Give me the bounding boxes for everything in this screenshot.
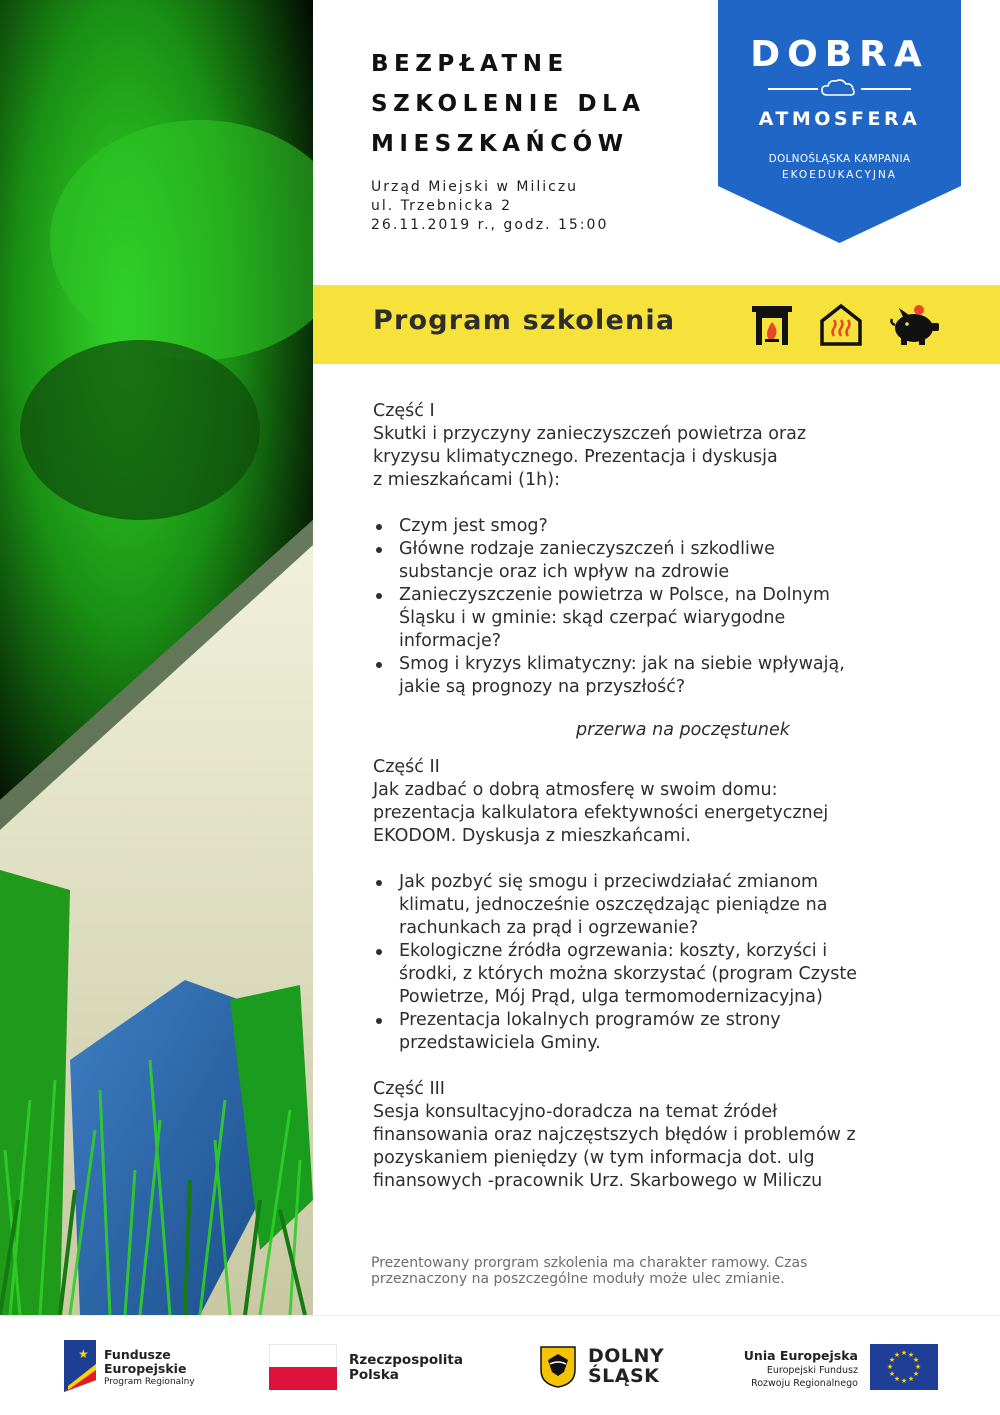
- footer-logos: [0, 1315, 1000, 1415]
- decorative-photo: [0, 0, 313, 1315]
- part-label: Część II: [373, 757, 440, 777]
- part-heading-line: Sesja konsultacyjno-doradcza na temat źródeł: [373, 1102, 778, 1122]
- list-item-line: Śląsku i w gminie: skąd czerpać wiarygodne: [399, 608, 786, 628]
- house-heat-icon: [819, 303, 863, 347]
- rp-line-2: Polska: [349, 1367, 399, 1383]
- badge-caption-2: EKOEDUKACYJNA: [781, 169, 897, 181]
- ue-line-1: Unia Europejska: [743, 1348, 858, 1363]
- svg-text:★: ★: [78, 1347, 89, 1361]
- svg-text:★: ★: [886, 1363, 894, 1371]
- badge-subtitle: ATMOSFERA: [758, 108, 921, 130]
- list-item-line: Prezentacja lokalnych programów ze strony: [399, 1010, 781, 1030]
- footnote: [371, 1255, 807, 1287]
- svg-text:★: ★: [888, 1356, 896, 1364]
- rp-line-1: Rzeczpospolita: [349, 1352, 463, 1368]
- part-heading: [373, 779, 953, 848]
- part-2: [373, 756, 953, 1055]
- event-address: [371, 178, 608, 235]
- part-heading: [373, 1101, 953, 1193]
- svg-text:★: ★: [893, 1375, 901, 1383]
- title-line-2: SZKOLENIE DLA: [371, 91, 646, 117]
- list-item-line: Jak pozbyć się smogu i przeciwdziałać zmianom: [399, 872, 819, 892]
- list-item-line: Smog i kryzys klimatyczny: jak na siebie wpływają,: [399, 654, 845, 674]
- list-item: [373, 1009, 953, 1055]
- svg-text:★: ★: [888, 1370, 896, 1378]
- piggy-bank-icon: [889, 303, 945, 347]
- list-item: [373, 940, 953, 1009]
- eu-flag-icon: [870, 1344, 938, 1390]
- topic-list: [373, 515, 953, 699]
- svg-text:★: ★: [907, 1375, 915, 1383]
- svg-text:★: ★: [912, 1370, 920, 1378]
- ds-logo-text: [588, 1346, 664, 1386]
- part-heading-line: Jak zadbać o dobrą atmosferę w swoim domu:: [373, 780, 778, 800]
- part-label: Część I: [373, 401, 435, 421]
- fireplace-icon: [750, 303, 794, 347]
- list-item-line: informacje?: [399, 631, 502, 651]
- list-item: [373, 871, 953, 940]
- dolny-slask-crest-icon: [540, 1346, 576, 1388]
- badge-caption-1: DOLNOŚLĄSKA KAMPANIA: [768, 153, 911, 165]
- part-heading-line: kryzysu klimatycznego. Prezentacja i dyskusja: [373, 447, 778, 467]
- list-item-line: klimatu, jednocześnie oszczędzając pieniądze na: [399, 895, 828, 915]
- title-line-1: BEZPŁATNE: [371, 51, 569, 77]
- fe-logo-icon: [64, 1340, 96, 1392]
- part-heading: [373, 423, 953, 492]
- part-heading-line: finansowania oraz najczęstszych błędów i problemów z: [373, 1125, 856, 1145]
- fe-line-1: Fundusze: [104, 1347, 171, 1362]
- footnote-line: przeznaczony na poszczególne moduły może ulec zmianie.: [371, 1271, 785, 1287]
- list-item-line: Powietrze, Mój Prąd, ulga termomodernizacyjna): [399, 987, 823, 1007]
- rp-logo-text: [349, 1353, 463, 1383]
- list-item-line: jakie są prognozy na przyszłość?: [399, 677, 686, 697]
- list-item: [373, 653, 953, 699]
- ds-line-1: DOLNY: [588, 1345, 665, 1367]
- part-heading-line: finansowych -pracownik Urz. Skarbowego w Miliczu: [373, 1171, 823, 1191]
- program-content: [373, 400, 953, 1193]
- part-heading-line: Skutki i przyczyny zanieczyszczeń powietrza oraz: [373, 424, 807, 444]
- program-band: [313, 285, 1000, 364]
- svg-text:★: ★: [907, 1351, 915, 1359]
- list-item-line: Ekologiczne źródła ogrzewania: koszty, korzyści i: [399, 941, 828, 961]
- address-line-2: ul. Trzebnicka 2: [371, 198, 513, 214]
- badge-title: DOBRA: [750, 34, 929, 75]
- svg-text:★: ★: [900, 1377, 908, 1385]
- break-note: przerwa na poczęstunek: [576, 720, 790, 740]
- address-line-3: 26.11.2019 r., godz. 15:00: [371, 217, 609, 233]
- grass-house-illustration: [0, 0, 313, 1315]
- part-heading-line: z mieszkańcami (1h):: [373, 470, 560, 490]
- ue-line-3: Rozwoju Regionalnego: [751, 1378, 858, 1389]
- program-title: Program szkolenia: [373, 305, 676, 336]
- footnote-line: Prezentowany prorgram szkolenia ma charakter ramowy. Czas: [371, 1255, 808, 1271]
- part-label: Część III: [373, 1079, 445, 1099]
- ue-line-2: Europejski Fundusz: [766, 1365, 858, 1376]
- list-item-line: przedstawiciela Gminy.: [399, 1033, 601, 1053]
- ds-line-2: ŚLĄSK: [588, 1365, 660, 1387]
- title-line-3: MIESZKAŃCÓW: [371, 131, 629, 157]
- topic-list: [373, 871, 953, 1055]
- svg-text:★: ★: [893, 1351, 901, 1359]
- part-3: [373, 1078, 953, 1193]
- list-item-line: Czym jest smog?: [399, 516, 548, 536]
- svg-text:★: ★: [914, 1363, 922, 1371]
- list-item: [373, 538, 953, 584]
- list-item-line: środki, z których można skorzystać (program Czyste: [399, 964, 858, 984]
- part-heading-line: prezentacja kalkulatora efektywności energetycznej: [373, 803, 829, 823]
- list-item: [373, 584, 953, 653]
- fe-line-2: Europejskie: [104, 1361, 187, 1376]
- svg-text:★: ★: [912, 1356, 920, 1364]
- part-heading-line: EKODOM. Dyskusja z mieszkańcami.: [373, 826, 691, 846]
- polish-flag-icon: [269, 1344, 337, 1390]
- list-item: [373, 515, 953, 538]
- part-heading-line: pozyskaniem pieniędzy (w tym informacja dot. ulg: [373, 1148, 815, 1168]
- event-title: [371, 44, 646, 164]
- list-item-line: Główne rodzaje zanieczyszczeń i szkodliwe: [399, 539, 775, 559]
- list-item-line: Zanieczyszczenie powietrza w Polsce, na Dolnym: [399, 585, 830, 605]
- list-item-line: substancje oraz ich wpływ na zdrowie: [399, 562, 730, 582]
- list-item-line: rachunkach za prąd i ogrzewanie?: [399, 918, 699, 938]
- address-line-1: Urząd Miejski w Miliczu: [371, 179, 579, 195]
- svg-text:★: ★: [900, 1349, 908, 1357]
- part-1: [373, 400, 953, 699]
- fe-logo-text: [104, 1348, 195, 1389]
- fe-line-3: Program Regionalny: [104, 1377, 195, 1387]
- ue-logo-text: [740, 1347, 858, 1390]
